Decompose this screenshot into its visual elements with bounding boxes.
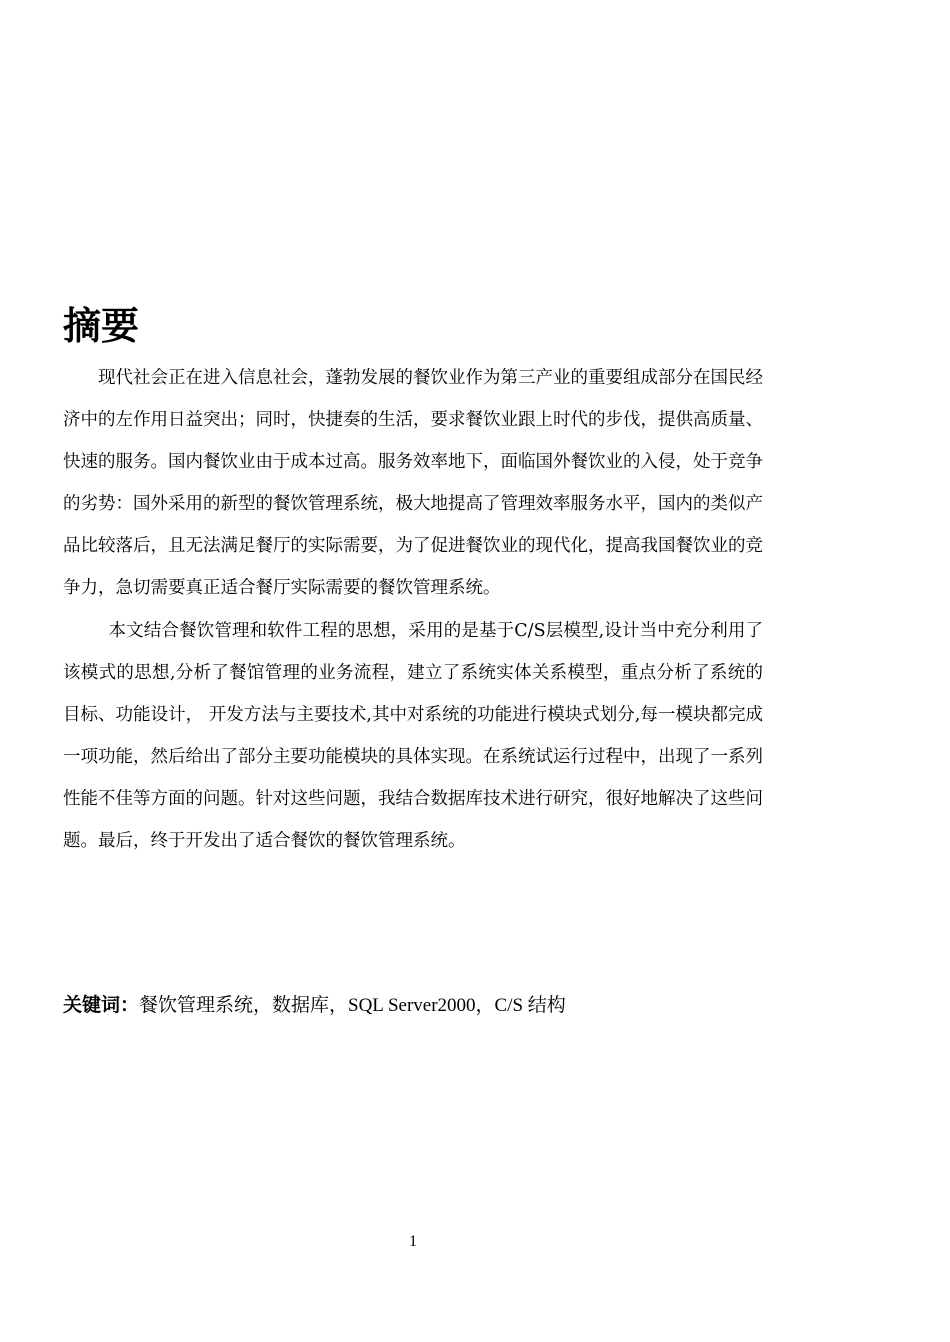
abstract-body [63,357,763,862]
page-title: 摘要 [63,304,140,348]
keywords-text: 餐饮管理系统，数据库，SQL Server2000，C/S 结构 [139,995,566,1016]
keywords-line [63,985,566,1026]
abstract-paragraph-1: 现代社会正在进入信息社会，蓬勃发展的餐饮业作为第三产业的重要组成部分在国民经济中的左作用日益突出；同时，快捷奏的生活，要求餐饮业跟上时代的步伐，提供高质量、快速的服务。国内餐饮业由于成本过高。服务效率地下，面临国外餐饮业的入侵，处于竞争的劣势：国外采用的新型的餐饮管理系统，极大地提高了管理效率服务水平，国内的类似产品比较落后，且无法满足餐厅的实际需要，为了促进餐饮业的现代化，提高我国餐饮业的竞争力，急切需要真正适合餐厅实际需要的餐饮管理系统。 [63,368,763,599]
keywords-label: 关键词： [63,994,140,1016]
abstract-paragraph-2: 本文结合餐饮管理和软件工程的思想，采用的是基于C/S层模型,设计当中充分利用了该模式的思想,分析了餐馆管理的业务流程，建立了系统实体关系模型，重点分析了系统的目标、功能设计， 开发方法与主要技术,其中对系统的功能进行模块式划分,每一模块都完成一项功能，然后给出了部分主要功能模块的具体实现。在系统试运行过程中，出现了一系列性能不佳等方面的问题。针对这些问题，我结合数据库技术进行研究，很好地解决了这些问题。最后，终于开发出了适合餐饮的餐饮管理系统。 [63,620,763,852]
page-number: 1 [409,1233,417,1250]
